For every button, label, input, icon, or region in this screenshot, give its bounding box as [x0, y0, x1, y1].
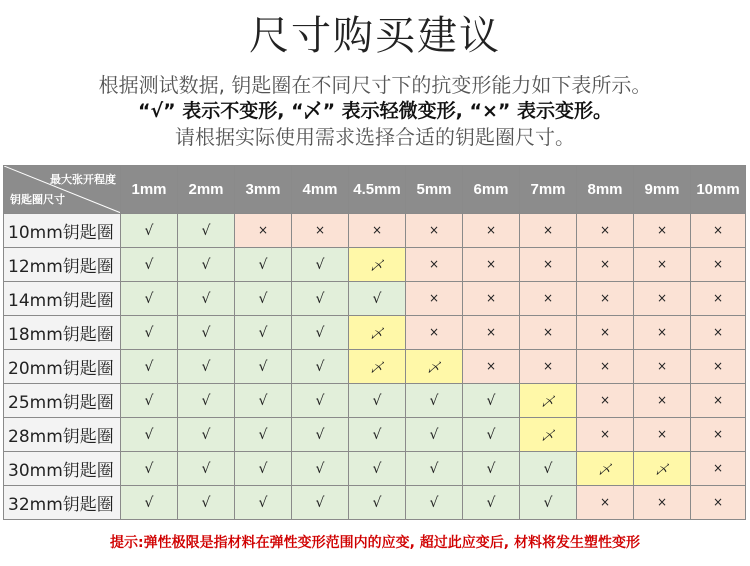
table-row — [4, 350, 746, 384]
cross-mark-icon: × — [712, 393, 724, 407]
table-cell-ok — [406, 452, 463, 486]
cross-mark-icon: × — [485, 359, 497, 373]
cross-mark-icon: × — [371, 223, 383, 237]
table-cell-bad — [634, 418, 691, 452]
cross-mark-icon: × — [656, 257, 668, 271]
check-mark-icon: √ — [543, 460, 553, 477]
check-mark-icon: √ — [372, 426, 382, 443]
table-cell-bad — [463, 248, 520, 282]
table-cell-bad — [463, 282, 520, 316]
table-cell-ok — [121, 418, 178, 452]
table-cell-ok — [406, 486, 463, 520]
column-header: 4.5mm — [349, 166, 406, 214]
check-mark-icon: √ — [258, 256, 268, 273]
table-cell-bad — [406, 214, 463, 248]
table-cell-bad — [634, 316, 691, 350]
cross-mark-icon: × — [485, 257, 497, 271]
table-cell-bad — [691, 486, 746, 520]
table-cell-bad — [634, 384, 691, 418]
check-mark-icon: √ — [315, 494, 325, 511]
check-mark-icon: √ — [258, 324, 268, 341]
check-mark-icon: √ — [201, 392, 211, 409]
cross-mark-icon: × — [428, 291, 440, 305]
table-cell-bad — [634, 282, 691, 316]
check-mark-icon: √ — [258, 494, 268, 511]
check-mark-icon: √ — [258, 460, 268, 477]
table-cell-bad — [691, 418, 746, 452]
table-cell-ok — [235, 418, 292, 452]
cross-mark-icon: × — [485, 291, 497, 305]
check-mark-icon: √ — [201, 426, 211, 443]
table-cell-bad — [520, 248, 577, 282]
row-label: 12mm钥匙圈 — [4, 248, 121, 282]
table-cell-bad — [577, 282, 634, 316]
cross-mark-icon: × — [599, 495, 611, 509]
table-cell-bad — [520, 282, 577, 316]
table-row — [4, 316, 746, 350]
table-cell-bad — [577, 316, 634, 350]
cross-mark-icon: × — [314, 223, 326, 237]
table-cell-bad — [634, 248, 691, 282]
table-cell-bad — [691, 350, 746, 384]
table-cell-bad — [577, 350, 634, 384]
cross-mark-icon: × — [712, 325, 724, 339]
page-title: 尺寸购买建议 — [249, 13, 501, 59]
table-cell-ok — [463, 418, 520, 452]
check-mark-icon: √ — [258, 290, 268, 307]
description-line-3: 请根据实际使用需求选择合适的钥匙圈尺寸。 — [175, 125, 575, 149]
table-cell-ok — [235, 316, 292, 350]
table-cell-bad — [463, 214, 520, 248]
cross-mark-icon: × — [599, 291, 611, 305]
table-cell-ok — [178, 384, 235, 418]
table-cell-ok — [292, 248, 349, 282]
corner-label-ring-size: 钥匙圈尺寸 — [10, 193, 65, 206]
table-cell-ok — [349, 282, 406, 316]
cross-mark-icon: × — [712, 257, 724, 271]
check-mark-icon: √ — [315, 290, 325, 307]
cross-mark-icon: × — [656, 495, 668, 509]
table-cell-bad — [691, 452, 746, 486]
table-cell-ok — [292, 418, 349, 452]
table-cell-bad — [634, 486, 691, 520]
cross-mark-icon: × — [712, 427, 724, 441]
row-label: 18mm钥匙圈 — [4, 316, 121, 350]
check-mark-icon: √ — [315, 358, 325, 375]
table-cell-ok — [235, 248, 292, 282]
check-mark-icon: √ — [315, 324, 325, 341]
check-mark-icon: √ — [144, 358, 154, 375]
legend-line: “√” 表示不变形, “乄” 表示轻微变形, “×” 表示变形。 — [137, 100, 613, 122]
row-label: 25mm钥匙圈 — [4, 384, 121, 418]
table-cell-ok — [292, 486, 349, 520]
description-line-1: 根据测试数据, 钥匙圈在不同尺寸下的抗变形能力如下表所示。 — [98, 73, 652, 97]
table-row — [4, 248, 746, 282]
row-label: 28mm钥匙圈 — [4, 418, 121, 452]
table-cell-slight — [520, 384, 577, 418]
cross-mark-icon: × — [712, 223, 724, 237]
check-mark-icon: √ — [144, 256, 154, 273]
check-mark-icon: √ — [429, 494, 439, 511]
check-mark-icon: √ — [315, 392, 325, 409]
check-mark-icon: √ — [258, 426, 268, 443]
corner-label-opening: 最大张开程度 — [50, 173, 116, 186]
check-mark-icon: √ — [144, 392, 154, 409]
cross-mark-icon: × — [599, 223, 611, 237]
table-cell-ok — [121, 316, 178, 350]
table-cell-ok — [406, 418, 463, 452]
check-mark-icon: √ — [486, 426, 496, 443]
column-header: 3mm — [235, 166, 292, 214]
cross-mark-icon: × — [542, 359, 554, 373]
table-cell-ok — [121, 350, 178, 384]
table-cell-bad — [577, 214, 634, 248]
check-mark-icon: √ — [315, 460, 325, 477]
check-mark-icon: √ — [144, 426, 154, 443]
cross-mark-icon: × — [428, 223, 440, 237]
table-cell-ok — [235, 384, 292, 418]
cross-mark-icon: × — [257, 223, 269, 237]
column-header: 6mm — [463, 166, 520, 214]
table-cell-ok — [121, 452, 178, 486]
slight-mark-icon: 乄 — [541, 429, 555, 444]
check-mark-icon: √ — [372, 494, 382, 511]
table-row — [4, 486, 746, 520]
table-cell-bad — [577, 384, 634, 418]
table-cell-bad — [520, 316, 577, 350]
table-row — [4, 384, 746, 418]
table-cell-ok — [121, 214, 178, 248]
cross-mark-icon: × — [599, 393, 611, 407]
table-cell-slight — [406, 350, 463, 384]
table-cell-ok — [520, 452, 577, 486]
table-cell-bad — [520, 214, 577, 248]
cross-mark-icon: × — [656, 223, 668, 237]
slight-mark-icon: 乄 — [370, 259, 384, 274]
table-cell-ok — [178, 316, 235, 350]
table-cell-ok — [235, 486, 292, 520]
table-cell-ok — [178, 282, 235, 316]
table-cell-bad — [406, 316, 463, 350]
slight-mark-icon: 乄 — [370, 361, 384, 376]
table-cell-ok — [406, 384, 463, 418]
check-mark-icon: √ — [201, 324, 211, 341]
table-cell-ok — [178, 214, 235, 248]
check-mark-icon: √ — [486, 392, 496, 409]
cross-mark-icon: × — [656, 427, 668, 441]
check-mark-icon: √ — [144, 460, 154, 477]
check-mark-icon: √ — [429, 426, 439, 443]
table-cell-bad — [577, 418, 634, 452]
table-cell-ok — [349, 384, 406, 418]
table-cell-ok — [178, 452, 235, 486]
table-cell-ok — [292, 350, 349, 384]
cross-mark-icon: × — [656, 393, 668, 407]
table-cell-bad — [577, 486, 634, 520]
cross-mark-icon: × — [656, 291, 668, 305]
table-cell-bad — [691, 316, 746, 350]
table-cell-bad — [691, 248, 746, 282]
cross-mark-icon: × — [599, 257, 611, 271]
table-row — [4, 418, 746, 452]
table-cell-bad — [349, 214, 406, 248]
table-cell-bad — [634, 350, 691, 384]
check-mark-icon: √ — [144, 290, 154, 307]
table-cell-slight — [577, 452, 634, 486]
table-cell-bad — [235, 214, 292, 248]
table-cell-bad — [463, 350, 520, 384]
cross-mark-icon: × — [428, 257, 440, 271]
footnote: 提示:弹性极限是指材料在弹性变形范围内的应变, 超过此应变后, 材料将发生塑性变形 — [110, 535, 640, 551]
table-row — [4, 452, 746, 486]
table-cell-ok — [349, 486, 406, 520]
cross-mark-icon: × — [712, 359, 724, 373]
check-mark-icon: √ — [372, 392, 382, 409]
check-mark-icon: √ — [372, 460, 382, 477]
slight-mark-icon: 乄 — [370, 327, 384, 342]
table-cell-slight — [349, 316, 406, 350]
row-label: 14mm钥匙圈 — [4, 282, 121, 316]
check-mark-icon: √ — [372, 290, 382, 307]
column-header: 10mm — [691, 166, 746, 214]
table-header-row — [4, 166, 746, 214]
slight-mark-icon: 乄 — [598, 463, 612, 478]
cross-mark-icon: × — [712, 291, 724, 305]
check-mark-icon: √ — [144, 494, 154, 511]
table-cell-bad — [406, 248, 463, 282]
size-deformation-table — [3, 165, 746, 520]
cross-mark-icon: × — [599, 325, 611, 339]
cross-mark-icon: × — [599, 427, 611, 441]
table-cell-bad — [292, 214, 349, 248]
cross-mark-icon: × — [656, 325, 668, 339]
column-header: 1mm — [121, 166, 178, 214]
table-cell-bad — [520, 350, 577, 384]
row-label: 32mm钥匙圈 — [4, 486, 121, 520]
row-label: 30mm钥匙圈 — [4, 452, 121, 486]
column-header: 2mm — [178, 166, 235, 214]
table-cell-bad — [691, 214, 746, 248]
table-cell-ok — [121, 282, 178, 316]
check-mark-icon: √ — [144, 222, 154, 239]
table-cell-bad — [463, 316, 520, 350]
cross-mark-icon: × — [599, 359, 611, 373]
cross-mark-icon: × — [656, 359, 668, 373]
table-cell-slight — [520, 418, 577, 452]
table-cell-ok — [463, 384, 520, 418]
table-cell-ok — [292, 282, 349, 316]
table-cell-ok — [463, 452, 520, 486]
check-mark-icon: √ — [543, 494, 553, 511]
table-cell-bad — [406, 282, 463, 316]
check-mark-icon: √ — [201, 222, 211, 239]
cross-mark-icon: × — [542, 257, 554, 271]
check-mark-icon: √ — [201, 290, 211, 307]
cross-mark-icon: × — [542, 325, 554, 339]
column-header: 7mm — [520, 166, 577, 214]
table-cell-bad — [577, 248, 634, 282]
check-mark-icon: √ — [429, 392, 439, 409]
column-header: 9mm — [634, 166, 691, 214]
slight-mark-icon: 乄 — [541, 395, 555, 410]
cross-mark-icon: × — [712, 461, 724, 475]
check-mark-icon: √ — [315, 256, 325, 273]
slight-mark-icon: 乄 — [427, 361, 441, 376]
cross-mark-icon: × — [542, 291, 554, 305]
table-cell-ok — [235, 282, 292, 316]
table-cell-ok — [178, 350, 235, 384]
check-mark-icon: √ — [258, 358, 268, 375]
table-body — [4, 214, 746, 520]
size-table-container — [3, 165, 745, 521]
check-mark-icon: √ — [144, 324, 154, 341]
table-cell-ok — [178, 486, 235, 520]
check-mark-icon: √ — [201, 256, 211, 273]
table-cell-ok — [121, 486, 178, 520]
table-cell-slight — [349, 248, 406, 282]
table-cell-ok — [235, 350, 292, 384]
table-cell-ok — [520, 486, 577, 520]
table-cell-ok — [463, 486, 520, 520]
slight-mark-icon: 乄 — [655, 463, 669, 478]
check-mark-icon: √ — [486, 494, 496, 511]
table-cell-ok — [292, 316, 349, 350]
cross-mark-icon: × — [542, 223, 554, 237]
table-cell-ok — [121, 248, 178, 282]
table-cell-bad — [691, 282, 746, 316]
check-mark-icon: √ — [429, 460, 439, 477]
table-cell-ok — [292, 452, 349, 486]
table-cell-ok — [235, 452, 292, 486]
table-cell-ok — [292, 384, 349, 418]
table-cell-ok — [178, 248, 235, 282]
check-mark-icon: √ — [201, 358, 211, 375]
check-mark-icon: √ — [315, 426, 325, 443]
check-mark-icon: √ — [258, 392, 268, 409]
table-cell-ok — [349, 452, 406, 486]
table-cell-slight — [634, 452, 691, 486]
row-label: 10mm钥匙圈 — [4, 214, 121, 248]
row-label: 20mm钥匙圈 — [4, 350, 121, 384]
table-corner-header — [4, 166, 121, 214]
table-cell-ok — [121, 384, 178, 418]
table-row — [4, 214, 746, 248]
table-cell-slight — [349, 350, 406, 384]
check-mark-icon: √ — [201, 460, 211, 477]
table-cell-bad — [691, 384, 746, 418]
table-cell-bad — [634, 214, 691, 248]
check-mark-icon: √ — [486, 460, 496, 477]
cross-mark-icon: × — [428, 325, 440, 339]
table-cell-ok — [349, 418, 406, 452]
cross-mark-icon: × — [485, 325, 497, 339]
column-header: 5mm — [406, 166, 463, 214]
column-header: 4mm — [292, 166, 349, 214]
cross-mark-icon: × — [485, 223, 497, 237]
table-row — [4, 282, 746, 316]
table-cell-ok — [178, 418, 235, 452]
cross-mark-icon: × — [712, 495, 724, 509]
check-mark-icon: √ — [201, 494, 211, 511]
column-header: 8mm — [577, 166, 634, 214]
